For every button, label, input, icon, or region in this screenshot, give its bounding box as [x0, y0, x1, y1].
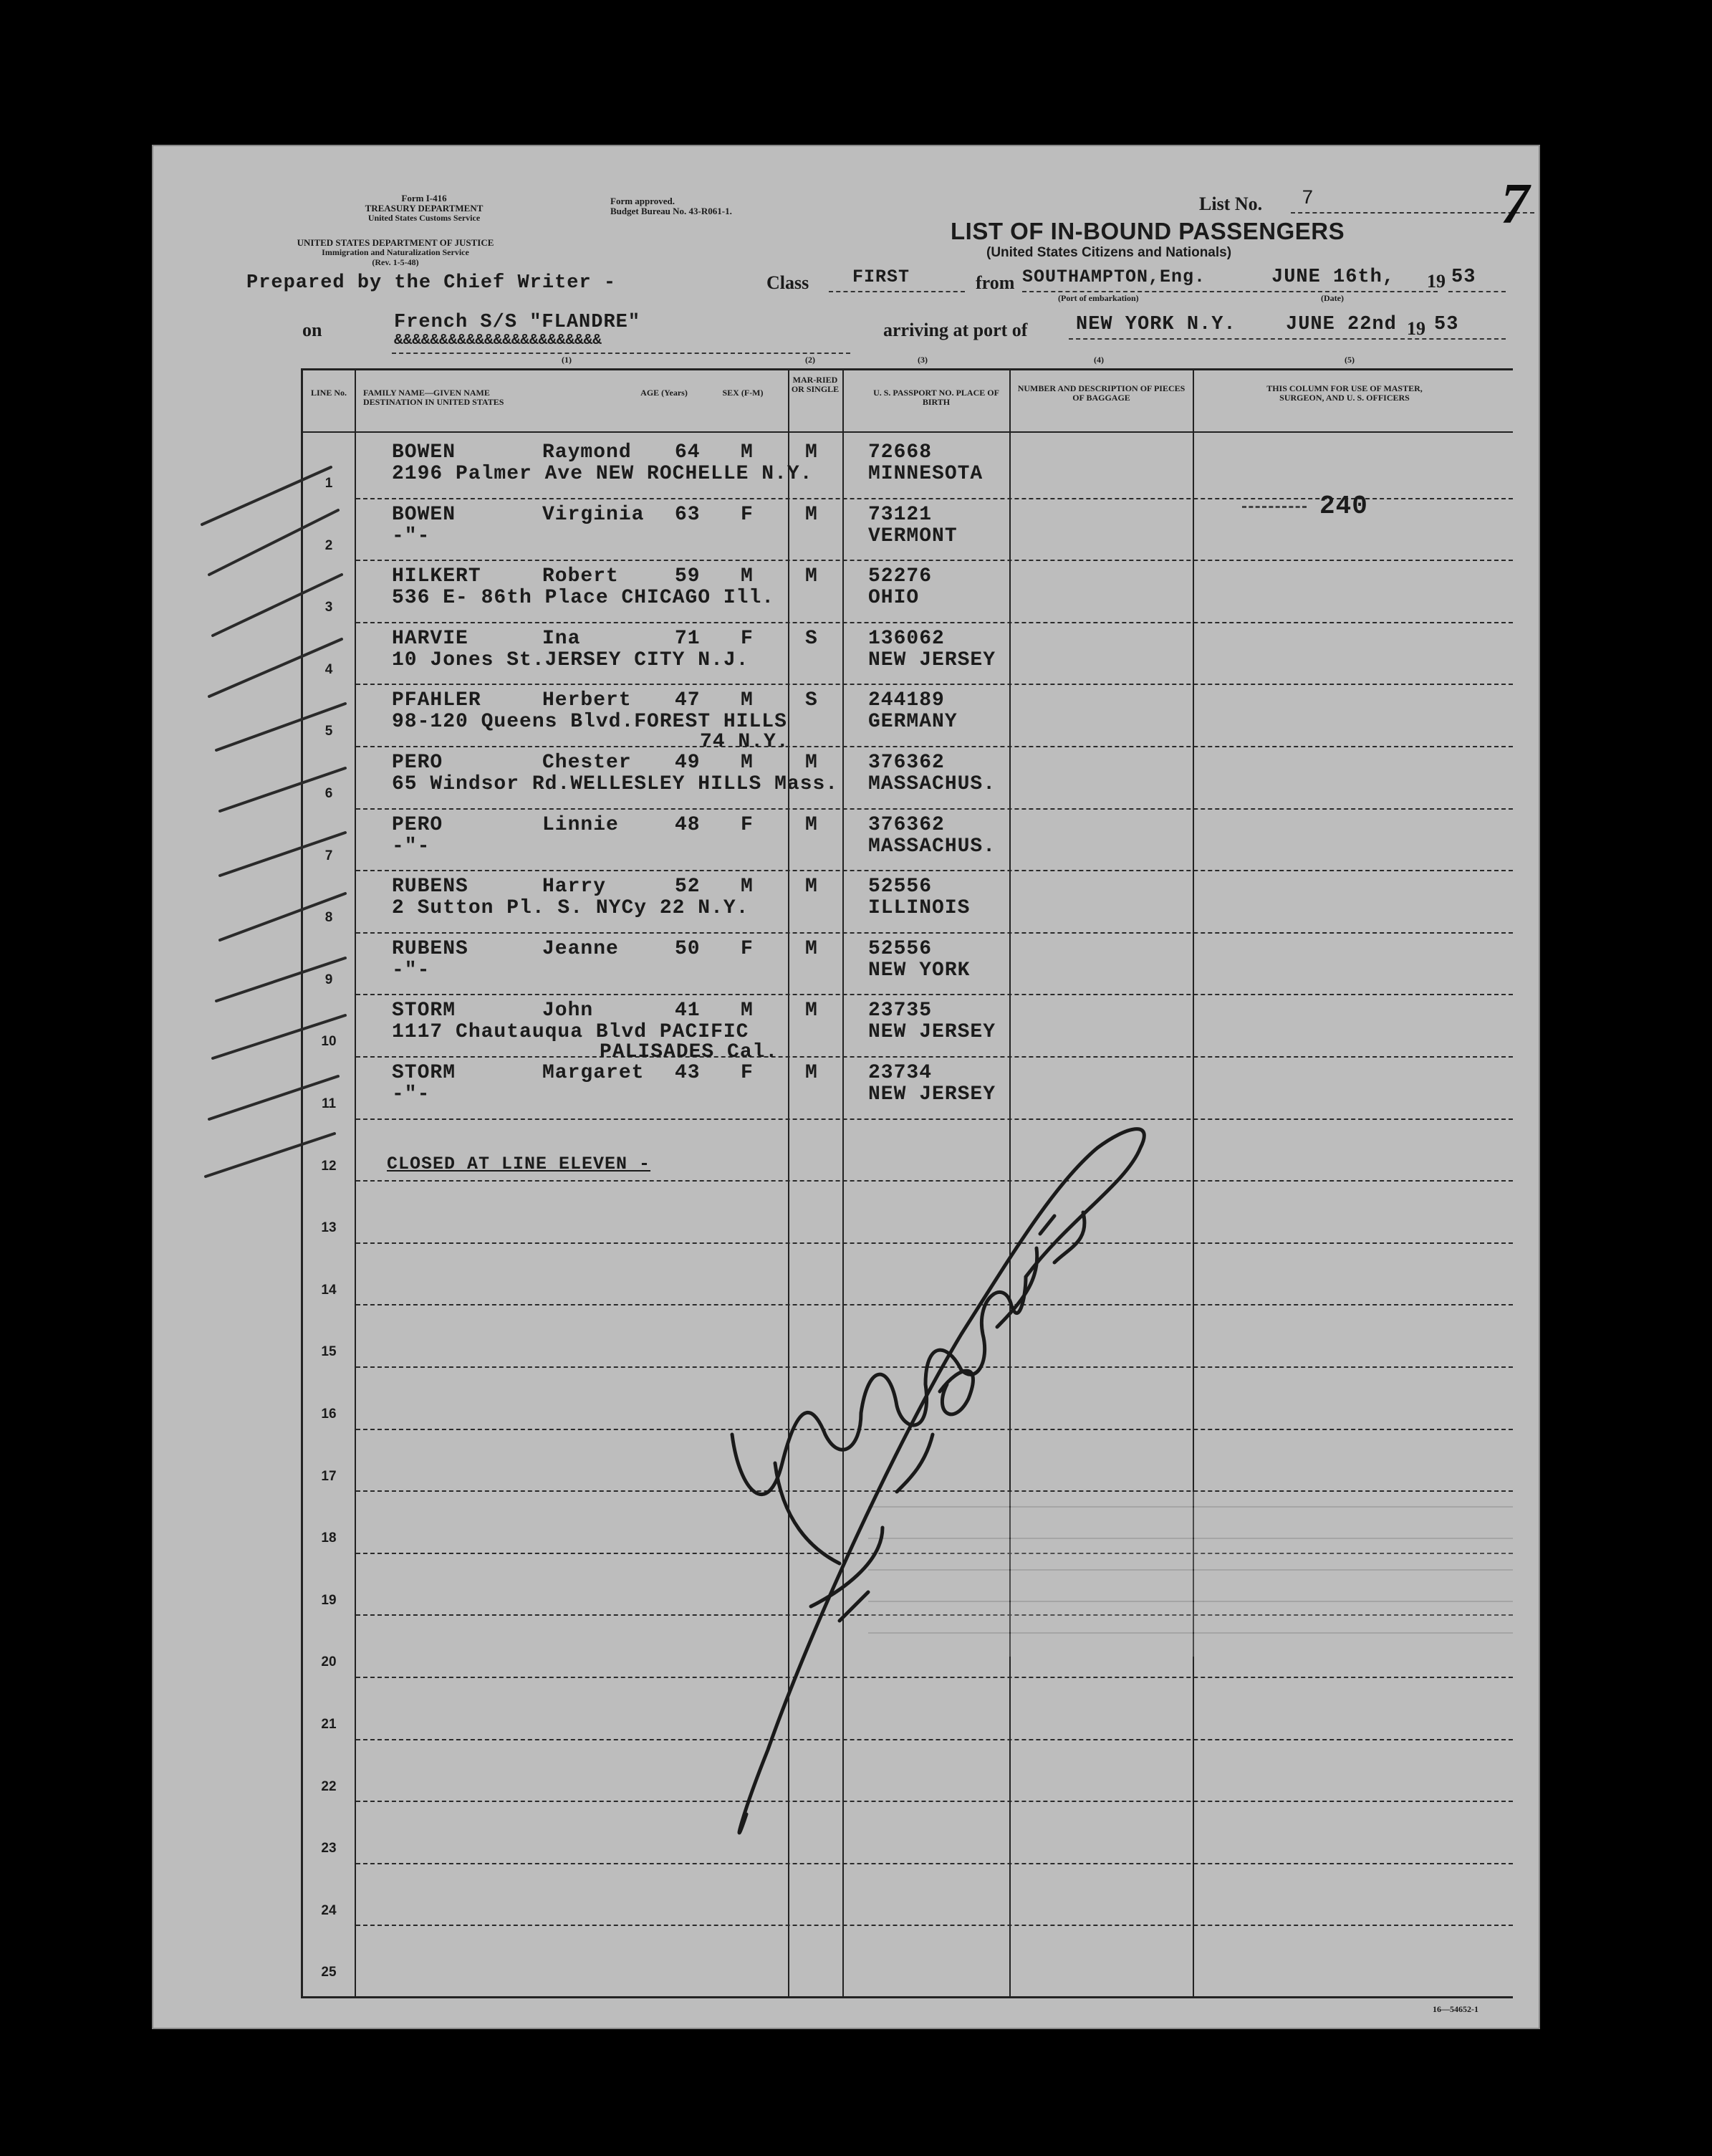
- line-number: 14: [321, 1282, 337, 1298]
- port-embarkation-sub: (Port of embarkation): [1058, 293, 1139, 303]
- arrival-date: JUNE 22nd: [1286, 314, 1397, 335]
- marital-status: S: [805, 689, 818, 712]
- sex: F: [741, 627, 754, 650]
- col-header-age: AGE (Years): [640, 388, 688, 398]
- date-sub: (Date): [1321, 293, 1344, 303]
- given-name: Robert: [542, 565, 619, 588]
- page-number: 7: [1501, 173, 1529, 236]
- customs-service: United States Customs Service: [367, 213, 481, 223]
- row-divider: [356, 870, 1513, 871]
- age: 49: [675, 752, 701, 774]
- footer-code: 16—54652-1: [1433, 2004, 1478, 2014]
- line-number: 13: [321, 1220, 337, 1236]
- line-number: 24: [321, 1902, 337, 1918]
- year-prefix-2: 19: [1407, 318, 1425, 339]
- place-of-birth: VERMONT: [868, 524, 958, 547]
- form-number: Form I-416: [401, 193, 447, 203]
- destination: 536 E- 86th Place CHICAGO Ill.: [392, 587, 775, 610]
- on-label: on: [302, 320, 322, 340]
- line-number: 22: [321, 1778, 337, 1794]
- line-number: 23: [321, 1841, 337, 1856]
- place-of-birth: MASSACHUS.: [868, 773, 996, 795]
- age: 63: [675, 503, 701, 526]
- col-header-sex: SEX (F-M): [722, 388, 764, 398]
- justice-dept: UNITED STATES DEPARTMENT OF JUSTICE: [297, 237, 494, 248]
- year-1: 53: [1451, 267, 1476, 288]
- line-number: 12: [321, 1158, 337, 1174]
- family-name: BOWEN: [392, 441, 456, 464]
- row-divider: [356, 684, 1513, 685]
- passport-number: 376362: [868, 752, 945, 774]
- sex: M: [741, 565, 754, 588]
- given-name: Ina: [542, 627, 581, 650]
- vessel-strikeout: &&&&&&&&&&&&&&&&&&&&&&&: [394, 332, 602, 349]
- row-divider: [356, 994, 1513, 995]
- year-prefix-1: 19: [1427, 271, 1446, 292]
- passport-number: 23734: [868, 1062, 933, 1084]
- marital-status: M: [805, 813, 818, 836]
- line-number: 9: [324, 972, 333, 987]
- destination: 2 Sutton Pl. S. NYCy 22 N.Y.: [392, 897, 749, 920]
- family-name: STORM: [392, 1062, 456, 1084]
- list-no-label: List No.: [1199, 193, 1263, 214]
- place-of-birth: NEW JERSEY: [868, 1083, 996, 1106]
- age: 47: [675, 689, 701, 712]
- destination: -"-: [392, 1083, 431, 1106]
- sex: M: [741, 689, 754, 712]
- given-name: Virginia: [542, 503, 645, 526]
- line-number: 15: [321, 1344, 337, 1360]
- handwritten-signature: [625, 1062, 1169, 1936]
- given-name: Harry: [542, 876, 607, 899]
- destination: 2196 Palmer Ave NEW ROCHELLE N.Y.: [392, 463, 813, 485]
- class-value: FIRST: [852, 267, 910, 287]
- col-header-line: LINE No.: [310, 388, 347, 398]
- passport-number: 136062: [868, 627, 945, 650]
- family-name: HARVIE: [392, 627, 468, 650]
- marital-status: S: [805, 627, 818, 650]
- destination: 98-120 Queens Blvd.FOREST HILLS: [392, 711, 787, 734]
- line-number: 20: [321, 1654, 337, 1670]
- vessel-line: [392, 353, 850, 354]
- given-name: Raymond: [542, 441, 632, 464]
- vessel-sub: (1): [562, 355, 572, 365]
- col-header-officers: THIS COLUMN FOR USE OF MASTER, SURGEON, AND U. S. OFFICERS: [1266, 383, 1423, 403]
- marital-status: M: [805, 1000, 818, 1022]
- year-line-1: [1448, 291, 1506, 292]
- line-number: 3: [324, 600, 333, 615]
- col-border-baggage: [1193, 368, 1194, 1998]
- given-name: Chester: [542, 752, 632, 774]
- closed-text: CLOSED AT LINE ELEVEN -: [387, 1154, 651, 1174]
- age: 64: [675, 441, 701, 464]
- budget-bureau: Budget Bureau No. 43-R061-1.: [610, 206, 732, 216]
- col-n2: (2): [805, 355, 815, 365]
- destination: 65 Windsor Rd.WELLESLEY HILLS Mass.: [392, 773, 839, 795]
- age: 50: [675, 937, 701, 960]
- destination-cont: 74 N.Y.: [700, 731, 789, 754]
- family-name: RUBENS: [392, 937, 468, 960]
- row-divider: [356, 932, 1513, 934]
- class-line: [829, 291, 965, 292]
- destination: 1117 Chautauqua Blvd PACIFIC: [392, 1021, 749, 1044]
- col-n5: (5): [1345, 355, 1355, 365]
- col-header-married: MAR-RIED OR SINGLE: [791, 375, 840, 394]
- passport-number: 376362: [868, 813, 945, 836]
- destination: -"-: [392, 959, 431, 982]
- page-title: LIST OF IN-BOUND PASSENGERS: [951, 218, 1345, 244]
- row-divider: [356, 746, 1513, 747]
- passport-number: 72668: [868, 441, 933, 464]
- line-number: 2: [324, 537, 333, 553]
- marital-status: M: [805, 752, 818, 774]
- place-of-birth: ILLINOIS: [868, 897, 971, 920]
- family-name: RUBENS: [392, 876, 468, 899]
- passport-number: 52276: [868, 565, 933, 588]
- family-name: HILKERT: [392, 565, 481, 588]
- sex: M: [741, 876, 754, 899]
- destination: 10 Jones St.JERSEY CITY N.J.: [392, 648, 749, 671]
- arriving-label: arriving at port of: [883, 320, 1028, 340]
- age: 41: [675, 1000, 701, 1022]
- col-n4: (4): [1094, 355, 1104, 365]
- family-name: PERO: [392, 752, 443, 774]
- line-number: 7: [324, 848, 333, 863]
- place-of-birth: NEW JERSEY: [868, 648, 996, 671]
- col-header-baggage: NUMBER AND DESCRIPTION OF PIECES OF BAGGAGE: [1017, 383, 1186, 403]
- row-divider: [356, 1056, 1513, 1058]
- line-number: 10: [321, 1034, 337, 1050]
- age: 71: [675, 627, 701, 650]
- class-label: Class: [766, 272, 809, 293]
- annotation-dash: [1242, 506, 1307, 508]
- passport-number: 73121: [868, 503, 933, 526]
- family-name: PFAHLER: [392, 689, 481, 712]
- passport-number: 52556: [868, 876, 933, 899]
- line-number: 25: [321, 1965, 337, 1980]
- list-no-line: [1291, 212, 1534, 214]
- given-name: Margaret: [542, 1062, 645, 1084]
- passport-number: 244189: [868, 689, 945, 712]
- destination: -"-: [392, 524, 431, 547]
- line-number: 19: [321, 1592, 337, 1608]
- arrival-port: NEW YORK N.Y.: [1076, 314, 1236, 335]
- col-header-passport: U. S. PASSPORT NO. PLACE OF BIRTH: [873, 388, 999, 407]
- sex: F: [741, 813, 754, 836]
- place-of-birth: NEW YORK: [868, 959, 971, 982]
- place-of-birth: OHIO: [868, 587, 920, 610]
- from-line: [1022, 291, 1438, 292]
- family-name: PERO: [392, 813, 443, 836]
- sex: F: [741, 503, 754, 526]
- row-divider: [356, 808, 1513, 810]
- col-header-name: FAMILY NAME—GIVEN NAME DESTINATION IN UNITED STATES: [363, 388, 504, 407]
- revision: (Rev. 1-5-48): [372, 257, 419, 267]
- line-number: 4: [324, 661, 333, 677]
- family-name: STORM: [392, 1000, 456, 1022]
- place-of-birth: MINNESOTA: [868, 463, 984, 485]
- prepared-by: Prepared by the Chief Writer -: [246, 272, 617, 294]
- given-name: John: [542, 1000, 594, 1022]
- passenger-manifest-sheet: [152, 145, 1540, 2029]
- destination: -"-: [392, 835, 431, 858]
- marital-status: M: [805, 876, 818, 899]
- age: 59: [675, 565, 701, 588]
- form-approved: Form approved.: [610, 196, 675, 206]
- row-divider: [356, 622, 1513, 623]
- table-header-border: [302, 431, 1513, 433]
- line-number: 8: [324, 910, 333, 926]
- sex: M: [741, 752, 754, 774]
- vessel-name: French S/S "FLANDRE": [394, 312, 641, 333]
- given-name: Herbert: [542, 689, 632, 712]
- officer-annotation: 240: [1319, 492, 1368, 521]
- given-name: Jeanne: [542, 937, 619, 960]
- col-n3: (3): [918, 355, 928, 365]
- sex: M: [741, 441, 754, 464]
- line-number: 6: [324, 786, 333, 801]
- table-top-border: [302, 368, 1513, 370]
- year-2: 53: [1434, 314, 1459, 335]
- age: 43: [675, 1062, 701, 1084]
- marital-status: M: [805, 565, 818, 588]
- place-of-birth: NEW JERSEY: [868, 1021, 996, 1044]
- family-name: BOWEN: [392, 503, 456, 526]
- treasury-dept: TREASURY DEPARTMENT: [365, 203, 484, 214]
- row-divider: [356, 560, 1513, 561]
- departure-date: JUNE 16th,: [1271, 267, 1395, 288]
- sex: M: [741, 1000, 754, 1022]
- sex: F: [741, 1062, 754, 1084]
- marital-status: M: [805, 937, 818, 960]
- tally-strokes: [195, 446, 360, 1198]
- table-bottom-border: [302, 1996, 1513, 1998]
- line-number: 18: [321, 1530, 337, 1546]
- line-number: 1: [324, 476, 333, 491]
- line-number: 21: [321, 1717, 337, 1732]
- sex: F: [741, 937, 754, 960]
- from-value: SOUTHAMPTON,Eng.: [1022, 267, 1206, 287]
- line-number: 16: [321, 1407, 337, 1422]
- list-no-value: 7: [1302, 188, 1314, 210]
- passport-number: 52556: [868, 937, 933, 960]
- passport-number: 23735: [868, 1000, 933, 1022]
- age: 52: [675, 876, 701, 899]
- line-number: 5: [324, 724, 333, 739]
- marital-status: M: [805, 441, 818, 464]
- ins-service: Immigration and Naturalization Service: [322, 247, 469, 257]
- line-number: 11: [321, 1096, 337, 1111]
- destination-cont: PALISADES Cal.: [600, 1041, 779, 1064]
- page-subtitle: (United States Citizens and Nationals): [986, 245, 1232, 260]
- given-name: Linnie: [542, 813, 619, 836]
- marital-status: M: [805, 503, 818, 526]
- age: 48: [675, 813, 701, 836]
- line-number: 17: [321, 1468, 337, 1484]
- from-label: from: [976, 272, 1015, 293]
- arrival-line: [1069, 338, 1506, 340]
- place-of-birth: MASSACHUS.: [868, 835, 996, 858]
- place-of-birth: GERMANY: [868, 711, 958, 734]
- marital-status: M: [805, 1062, 818, 1084]
